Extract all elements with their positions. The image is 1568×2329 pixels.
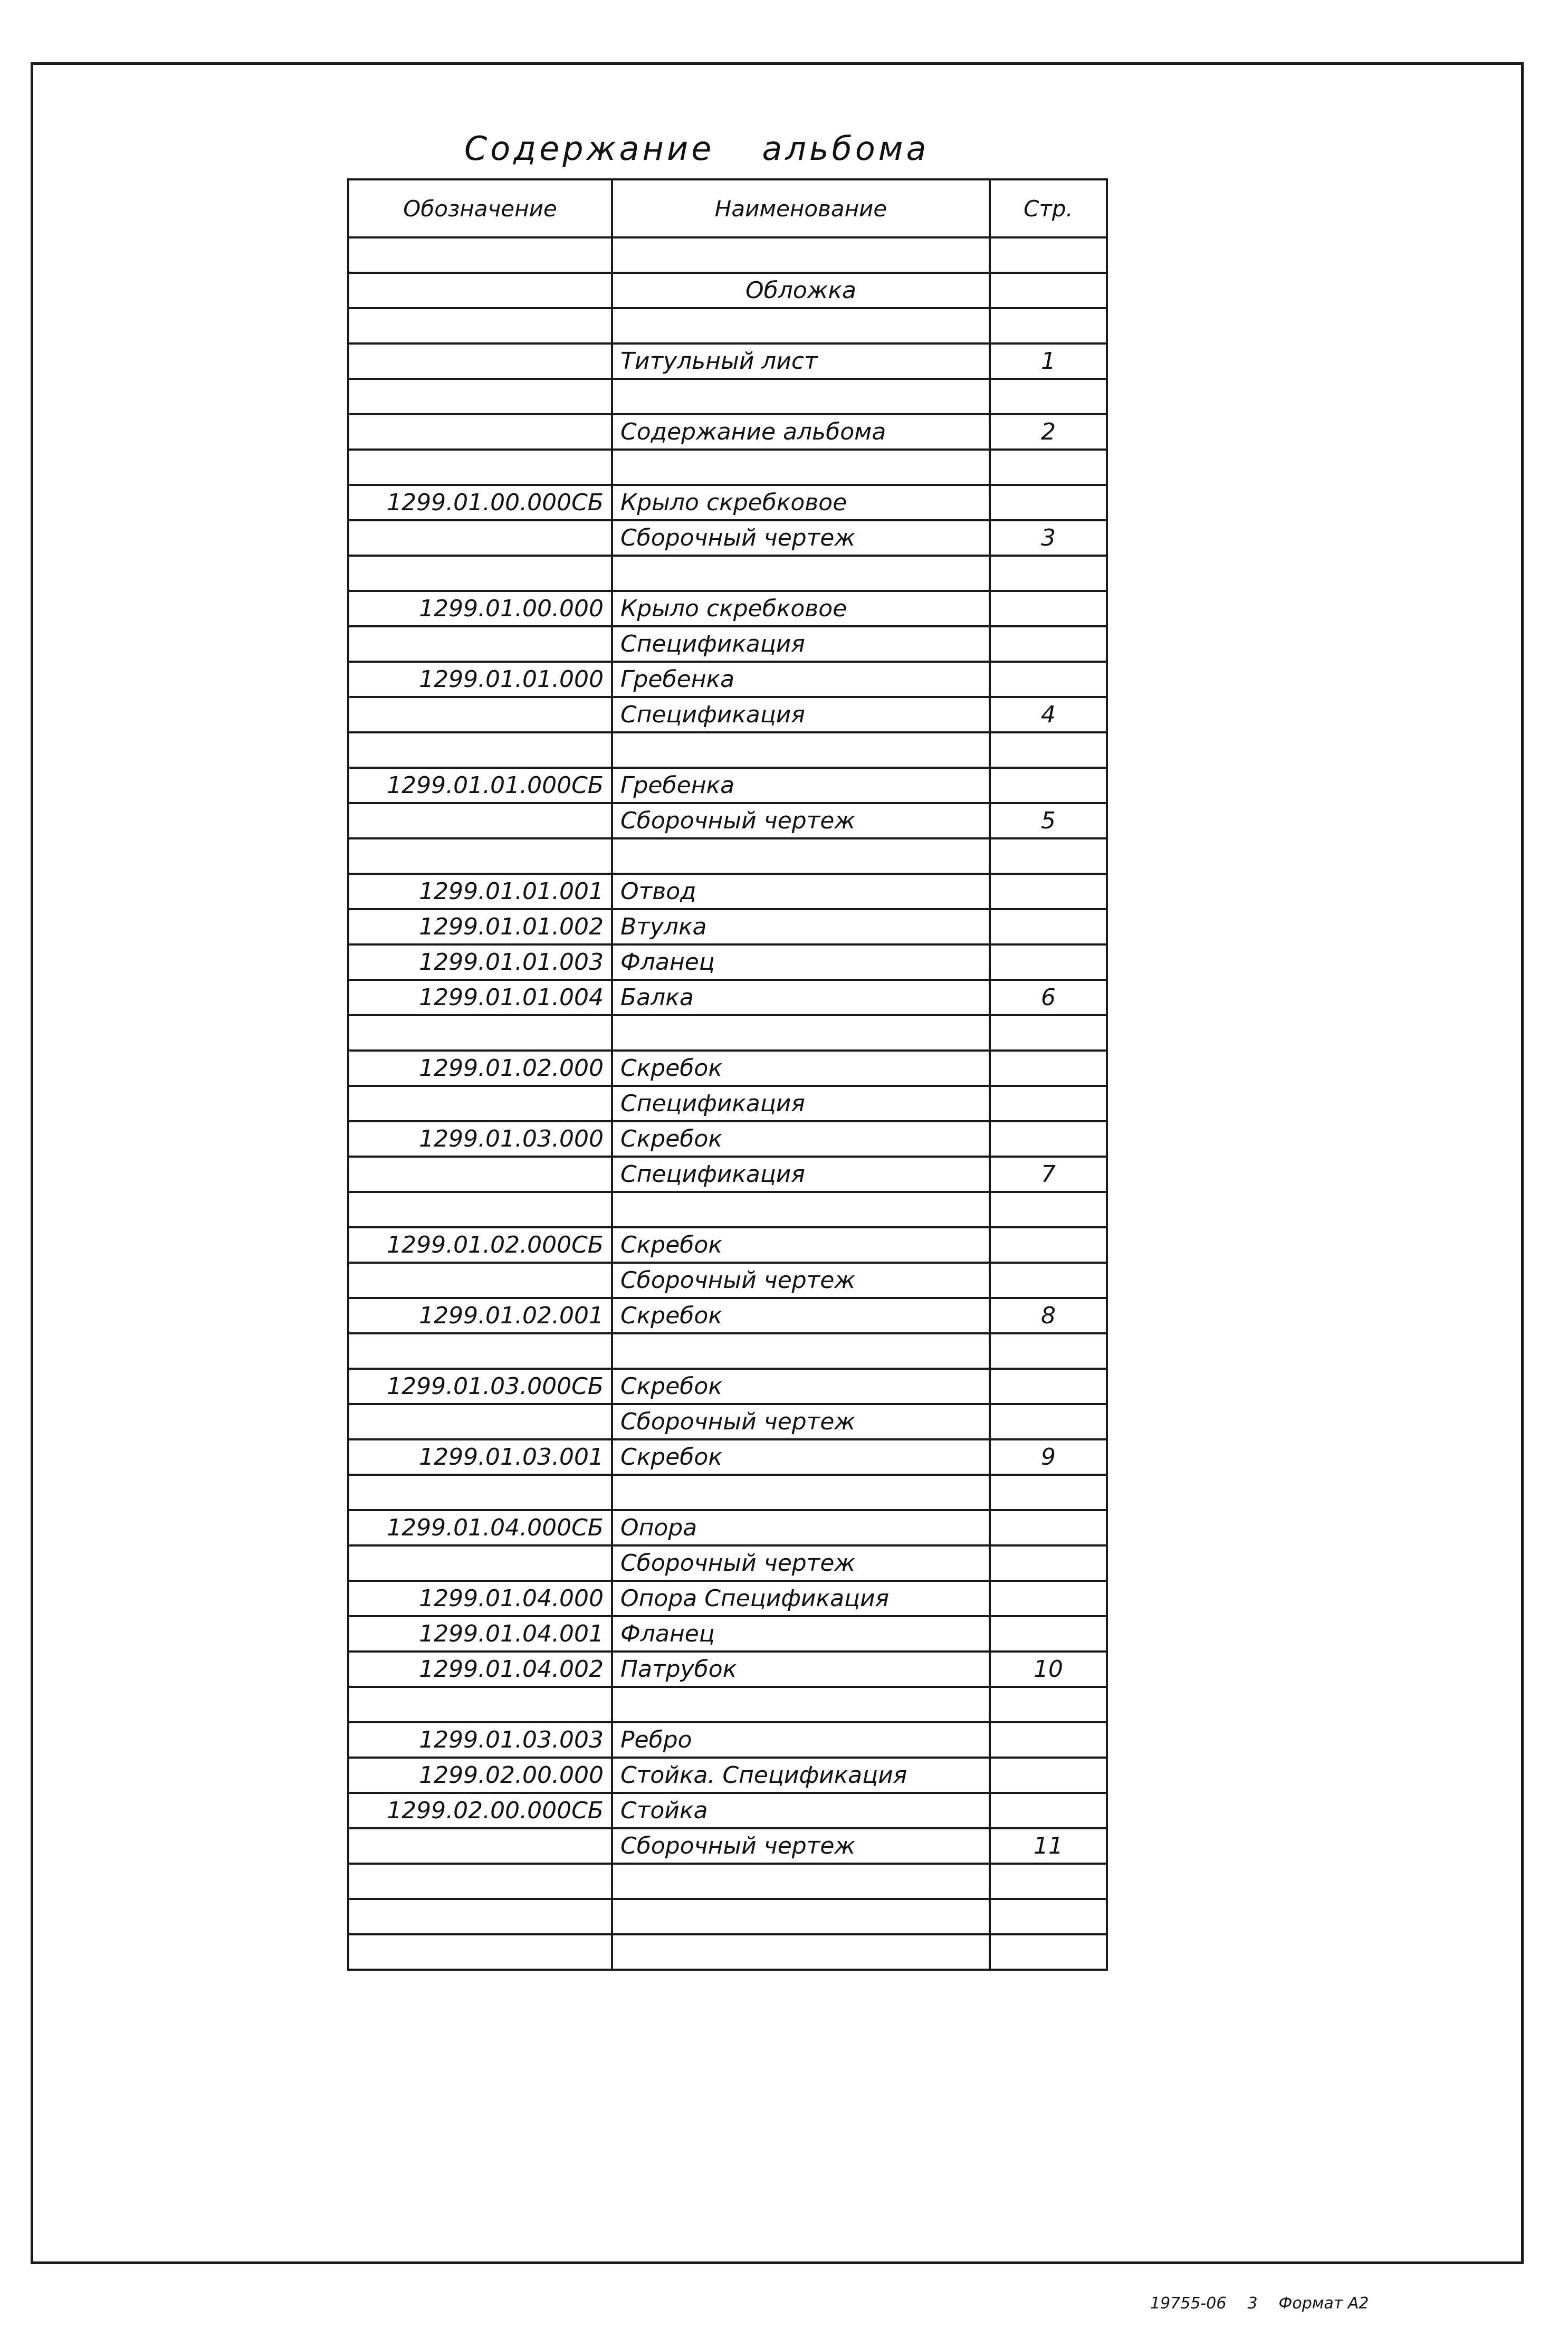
row-page [990,308,1107,343]
row-page: 5 [990,803,1107,838]
row-name [612,732,990,768]
row-page [990,1227,1107,1263]
row-name: Скребок [612,1369,990,1404]
row-code [348,803,612,838]
row-code: 1299.01.03.001 [348,1439,612,1475]
row-code [348,1157,612,1192]
row-name: Обложка [612,273,990,308]
table-row [348,414,1107,450]
row-name [612,308,990,343]
row-name: Втулка [612,909,990,944]
table-row [348,838,1107,874]
row-page [990,1369,1107,1404]
table-row [348,273,1107,308]
title-word-1: Содержание [464,129,715,168]
row-code [348,1015,612,1051]
row-name: Отвод [612,874,990,909]
table-row [348,556,1107,591]
table-row [348,1121,1107,1157]
row-code [348,450,612,485]
row-page [990,874,1107,909]
column-header-page: Стр. [990,179,1107,237]
table-row [348,1404,1107,1439]
row-name [612,1934,990,1970]
row-page [990,237,1107,273]
row-page [990,1545,1107,1581]
page-title [464,129,977,168]
row-name: Сборочный чертеж [612,1828,990,1864]
row-name: Фланец [612,1616,990,1652]
row-code: 1299.01.03.003 [348,1722,612,1758]
row-name [612,1333,990,1369]
table-row [348,591,1107,626]
table-row [348,1192,1107,1227]
row-name: Патрубок [612,1652,990,1687]
table-row [348,1652,1107,1687]
table-row [348,237,1107,273]
row-page [990,1722,1107,1758]
row-page [990,1121,1107,1157]
row-page [990,1333,1107,1369]
table-row [348,1263,1107,1298]
table-row [348,768,1107,803]
row-code: 1299.01.02.000 [348,1051,612,1086]
table-row [348,520,1107,556]
row-code: 1299.01.01.002 [348,909,612,944]
row-page: 8 [990,1298,1107,1333]
row-page [990,1793,1107,1828]
row-code [348,1192,612,1227]
row-code: 1299.01.04.000 [348,1581,612,1616]
row-page [990,485,1107,520]
row-name: Крыло скребковое [612,591,990,626]
row-page [990,768,1107,803]
row-name [612,838,990,874]
row-code [348,697,612,732]
row-code: 1299.01.02.001 [348,1298,612,1333]
row-code: 1299.01.03.000 [348,1121,612,1157]
row-code [348,343,612,379]
table-row [348,1616,1107,1652]
footer-doc-number: 19755-06 [1150,2294,1227,2313]
row-name [612,1475,990,1510]
row-name [612,1015,990,1051]
row-code [348,1404,612,1439]
row-name: Сборочный чертеж [612,1263,990,1298]
row-code: 1299.01.04.002 [348,1652,612,1687]
row-name: Скребок [612,1298,990,1333]
row-name: Содержание альбома [612,414,990,450]
row-page: 10 [990,1652,1107,1687]
table-row [348,980,1107,1015]
row-page [990,1899,1107,1934]
row-page [990,379,1107,414]
table-row [348,1934,1107,1970]
row-code: 1299.02.00.000СБ [348,1793,612,1828]
footer-stamp [1150,2294,1390,2313]
row-page [990,732,1107,768]
table-row [348,1439,1107,1475]
row-code [348,520,612,556]
row-code: 1299.01.04.001 [348,1616,612,1652]
row-code [348,308,612,343]
row-code [348,237,612,273]
table-row [348,944,1107,980]
table-body [348,237,1107,1970]
row-name: Фланец [612,944,990,980]
row-code [348,1687,612,1722]
table-row [348,697,1107,732]
row-page: 3 [990,520,1107,556]
row-page [990,1192,1107,1227]
table-row [348,732,1107,768]
row-page [990,626,1107,662]
table-row [348,874,1107,909]
row-page [990,1086,1107,1121]
row-page [990,662,1107,697]
row-code [348,379,612,414]
row-name: Опора Спецификация [612,1581,990,1616]
table-row [348,803,1107,838]
row-code [348,732,612,768]
row-name: Балка [612,980,990,1015]
row-page: 1 [990,343,1107,379]
row-page [990,944,1107,980]
row-name: Сборочный чертеж [612,1404,990,1439]
column-header-code: Обозначение [348,179,612,237]
table-row [348,1758,1107,1793]
row-page: 6 [990,980,1107,1015]
row-name: Скребок [612,1439,990,1475]
table-row [348,909,1107,944]
row-name [612,1864,990,1899]
row-code: 1299.02.00.000 [348,1758,612,1793]
row-code: 1299.01.04.000СБ [348,1510,612,1545]
row-name [612,450,990,485]
footer-format: Формат А2 [1278,2294,1369,2313]
row-code [348,1828,612,1864]
row-page [990,273,1107,308]
table-row [348,450,1107,485]
row-code [348,838,612,874]
row-name: Гребенка [612,768,990,803]
table-row [348,485,1107,520]
row-code [348,626,612,662]
row-code [348,414,612,450]
table-row [348,1722,1107,1758]
row-page [990,909,1107,944]
title-word-2: альбома [762,129,930,168]
row-name [612,556,990,591]
column-header-name: Наименование [612,179,990,237]
table-row [348,1899,1107,1934]
table-row [348,1864,1107,1899]
row-page [990,1051,1107,1086]
row-code [348,556,612,591]
row-name [612,1192,990,1227]
row-name: Гребенка [612,662,990,697]
table-row [348,1545,1107,1581]
row-code [348,1899,612,1934]
row-page [990,1934,1107,1970]
table-row [348,1475,1107,1510]
table-row [348,1369,1107,1404]
row-page [990,1404,1107,1439]
row-name [612,1687,990,1722]
row-code [348,1864,612,1899]
row-page [990,1263,1107,1298]
table-row [348,1051,1107,1086]
row-name: Спецификация [612,1086,990,1121]
table-row [348,1828,1107,1864]
row-name [612,379,990,414]
row-page [990,591,1107,626]
row-code: 1299.01.00.000 [348,591,612,626]
table-row [348,343,1107,379]
row-name: Скребок [612,1121,990,1157]
table-row [348,1793,1107,1828]
row-code: 1299.01.03.000СБ [348,1369,612,1404]
row-name [612,1899,990,1934]
table-row [348,1687,1107,1722]
row-page: 4 [990,697,1107,732]
row-name: Сборочный чертеж [612,1545,990,1581]
row-page [990,1864,1107,1899]
row-page [990,556,1107,591]
footer-sheet: 3 [1247,2294,1258,2313]
row-code [348,1086,612,1121]
table-row [348,1510,1107,1545]
row-name: Опора [612,1510,990,1545]
row-code: 1299.01.01.004 [348,980,612,1015]
table-row [348,626,1107,662]
row-name: Стойка. Спецификация [612,1758,990,1793]
row-name: Скребок [612,1227,990,1263]
row-code: 1299.01.02.000СБ [348,1227,612,1263]
row-code: 1299.01.00.000СБ [348,485,612,520]
row-name: Спецификация [612,626,990,662]
row-name: Ребро [612,1722,990,1758]
table-row [348,1581,1107,1616]
row-name: Спецификация [612,697,990,732]
table-row [348,308,1107,343]
row-page [990,838,1107,874]
row-name: Скребок [612,1051,990,1086]
row-name: Титульный лист [612,343,990,379]
row-name: Сборочный чертеж [612,803,990,838]
row-code [348,273,612,308]
row-name: Сборочный чертеж [612,520,990,556]
row-code: 1299.01.01.000СБ [348,768,612,803]
row-page [990,1581,1107,1616]
row-page [990,450,1107,485]
row-code [348,1263,612,1298]
row-code [348,1475,612,1510]
row-code: 1299.01.01.003 [348,944,612,980]
table-row [348,379,1107,414]
row-page [990,1758,1107,1793]
row-page: 11 [990,1828,1107,1864]
row-name: Крыло скребковое [612,485,990,520]
table-row [348,1157,1107,1192]
row-name [612,237,990,273]
table-row [348,662,1107,697]
row-page [990,1616,1107,1652]
table-row [348,1298,1107,1333]
table-row [348,1333,1107,1369]
row-page: 2 [990,414,1107,450]
row-code [348,1333,612,1369]
row-page [990,1510,1107,1545]
table-header-row [348,179,1107,237]
row-page [990,1015,1107,1051]
row-page: 7 [990,1157,1107,1192]
row-code: 1299.01.01.001 [348,874,612,909]
row-page: 9 [990,1439,1107,1475]
contents-table [347,178,1108,1971]
row-name: Спецификация [612,1157,990,1192]
table-row [348,1227,1107,1263]
table-row [348,1086,1107,1121]
row-page [990,1475,1107,1510]
row-name: Стойка [612,1793,990,1828]
row-code [348,1934,612,1970]
row-code: 1299.01.01.000 [348,662,612,697]
row-code [348,1545,612,1581]
table-row [348,1015,1107,1051]
row-page [990,1687,1107,1722]
